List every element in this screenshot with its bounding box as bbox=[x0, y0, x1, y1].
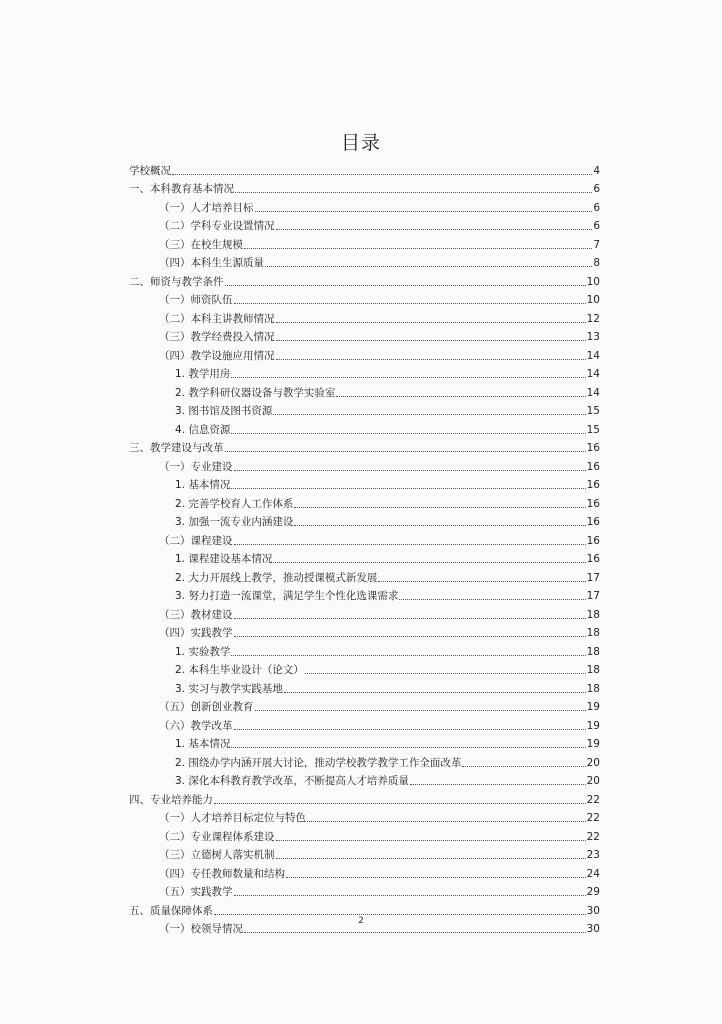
toc-entry[interactable] bbox=[129, 529, 600, 548]
toc-leader-dots bbox=[234, 895, 586, 896]
toc-entry-page: 16 bbox=[586, 553, 600, 565]
toc-leader-dots bbox=[276, 858, 586, 859]
toc-leader-dots bbox=[231, 655, 585, 656]
toc-leader-dots bbox=[286, 877, 586, 878]
toc-entry[interactable] bbox=[129, 733, 600, 752]
toc-leader-dots bbox=[234, 470, 586, 471]
toc-entry-page: 19 bbox=[586, 701, 600, 713]
toc-leader-dots bbox=[273, 414, 585, 415]
toc-entry-label: （三）在校生规模 bbox=[159, 238, 243, 251]
toc-entry[interactable] bbox=[129, 511, 600, 530]
toc-leader-dots bbox=[276, 359, 586, 360]
toc-entry[interactable] bbox=[129, 196, 600, 215]
toc-entry[interactable] bbox=[129, 437, 600, 456]
toc-entry-page: 18 bbox=[586, 608, 600, 621]
toc-entry-page: 23 bbox=[586, 849, 600, 861]
toc-entry-page: 8 bbox=[593, 257, 600, 269]
toc-entry[interactable] bbox=[129, 178, 600, 197]
toc-entry[interactable] bbox=[129, 770, 600, 789]
toc-entry-page: 14 bbox=[586, 386, 600, 399]
toc-entry-label: （二）本科主讲教师情况 bbox=[159, 312, 275, 325]
toc-entry-page: 22 bbox=[586, 793, 600, 806]
toc-leader-dots bbox=[255, 710, 586, 711]
toc-entry-page: 20 bbox=[586, 775, 600, 787]
toc-entry-page: 10 bbox=[586, 294, 600, 306]
toc-entry[interactable] bbox=[129, 881, 600, 900]
toc-leader-dots bbox=[225, 451, 586, 452]
toc-entry[interactable] bbox=[129, 788, 600, 807]
toc-entry-label: 二、师资与教学条件 bbox=[129, 275, 224, 288]
toc-entry-label: 三、教学建设与改革 bbox=[129, 442, 224, 454]
toc-leader-dots bbox=[172, 174, 592, 175]
toc-entry-label: （一）师资队伍 bbox=[159, 294, 233, 306]
toc-entry-page: 29 bbox=[586, 886, 600, 898]
toc-leader-dots bbox=[276, 340, 586, 341]
toc-entry-label: 2. 围绕办学内涵开展大讨论，推动学校教学教学工作全面改革 bbox=[175, 756, 462, 769]
toc-leader-dots bbox=[234, 303, 586, 304]
toc-entry-label: 1. 教学用房 bbox=[175, 368, 231, 380]
toc-entry-page: 6 bbox=[593, 220, 600, 232]
toc-entry[interactable] bbox=[129, 844, 600, 863]
toc-leader-dots bbox=[276, 322, 586, 323]
toc-entry-label: 学校概况 bbox=[129, 164, 171, 177]
toc-entry-page: 30 bbox=[586, 923, 600, 935]
toc-entry[interactable] bbox=[129, 400, 600, 419]
toc-leader-dots bbox=[234, 618, 586, 619]
toc-entry-label: （六）教学改革 bbox=[159, 719, 233, 732]
toc-entry[interactable] bbox=[129, 289, 600, 308]
toc-entry-label: 3. 加强一流专业内涵建设 bbox=[175, 516, 294, 528]
toc-entry-page: 18 bbox=[586, 627, 600, 639]
toc-leader-dots bbox=[305, 673, 586, 674]
toc-leader-dots bbox=[234, 544, 586, 545]
toc-entry-page: 13 bbox=[586, 331, 600, 343]
toc-entry-label: （一）校领导情况 bbox=[159, 923, 243, 935]
toc-entry-page: 14 bbox=[586, 349, 600, 362]
toc-entry[interactable] bbox=[129, 215, 600, 234]
toc-entry-page: 16 bbox=[586, 460, 600, 473]
toc-entry[interactable] bbox=[129, 640, 600, 659]
toc-entry[interactable] bbox=[129, 899, 600, 918]
toc-entry[interactable] bbox=[129, 807, 600, 826]
toc-entry-page: 10 bbox=[586, 275, 600, 288]
toc-leader-dots bbox=[410, 784, 586, 785]
toc-entry[interactable] bbox=[129, 455, 600, 474]
toc-entry-label: 一、本科教育基本情况 bbox=[129, 183, 234, 195]
toc-entry[interactable] bbox=[129, 659, 600, 678]
toc-entry-label: 五、质量保障体系 bbox=[129, 904, 213, 917]
toc-leader-dots bbox=[336, 396, 585, 397]
toc-leader-dots bbox=[231, 433, 585, 434]
toc-entry-label: （一）人才培养目标定位与特色 bbox=[159, 812, 306, 824]
toc-leader-dots bbox=[307, 821, 586, 822]
toc-entry[interactable] bbox=[129, 622, 600, 641]
toc-entry-page: 22 bbox=[586, 812, 600, 824]
toc-entry[interactable] bbox=[129, 307, 600, 326]
toc-entry-page: 16 bbox=[586, 516, 600, 528]
toc-leader-dots bbox=[294, 507, 585, 508]
toc-entry[interactable] bbox=[129, 418, 600, 437]
toc-leader-dots bbox=[231, 488, 585, 489]
toc-entry-label: 1. 课程建设基本情况 bbox=[175, 553, 273, 565]
toc-leader-dots bbox=[378, 581, 585, 582]
toc-entry-page: 4 bbox=[593, 164, 600, 177]
toc-entry-label: （四）专任教师数量和结构 bbox=[159, 867, 285, 880]
toc-entry-label: 3. 深化本科教育教学改革，不断提高人才培养质量 bbox=[175, 775, 409, 787]
page-number: 2 bbox=[358, 916, 364, 926]
toc-entry-label: 3. 实习与教学实践基地 bbox=[175, 682, 283, 695]
toc-entry[interactable] bbox=[129, 677, 600, 696]
toc-leader-dots bbox=[276, 229, 593, 230]
toc-entry[interactable] bbox=[129, 585, 600, 604]
toc-entry-page: 16 bbox=[586, 497, 600, 510]
table-of-contents bbox=[129, 159, 600, 936]
toc-entry-page: 16 bbox=[586, 479, 600, 491]
toc-leader-dots bbox=[294, 525, 585, 526]
toc-entry-label: 2. 本科生毕业设计（论文） bbox=[175, 664, 304, 676]
toc-entry-label: 四、专业培养能力 bbox=[129, 793, 213, 806]
toc-entry-label: （四）教学设施应用情况 bbox=[159, 349, 275, 362]
toc-leader-dots bbox=[234, 636, 586, 637]
toc-entry[interactable] bbox=[129, 825, 600, 844]
toc-entry-label: 3. 图书馆及图书资源 bbox=[175, 405, 273, 417]
toc-entry-page: 12 bbox=[586, 312, 600, 325]
toc-entry-label: （一）人才培养目标 bbox=[159, 201, 254, 214]
toc-entry-label: 1. 基本情况 bbox=[175, 479, 231, 491]
toc-entry-label: （二）学科专业设置情况 bbox=[159, 220, 275, 232]
toc-entry[interactable] bbox=[129, 344, 600, 363]
toc-entry[interactable] bbox=[129, 159, 600, 178]
toc-entry-page: 15 bbox=[586, 423, 600, 436]
toc-entry-page: 17 bbox=[586, 590, 600, 602]
toc-entry-label: （五）实践教学 bbox=[159, 886, 233, 898]
toc-leader-dots bbox=[231, 747, 585, 748]
toc-entry-label: （四）实践教学 bbox=[159, 627, 233, 639]
toc-entry[interactable] bbox=[129, 492, 600, 511]
toc-entry-page: 24 bbox=[586, 867, 600, 880]
toc-entry-label: 2. 完善学校育人工作体系 bbox=[175, 497, 294, 510]
toc-entry[interactable] bbox=[129, 252, 600, 271]
toc-entry[interactable] bbox=[129, 326, 600, 345]
toc-entry[interactable] bbox=[129, 381, 600, 400]
toc-entry[interactable] bbox=[129, 474, 600, 493]
toc-entry-page: 15 bbox=[586, 405, 600, 417]
page-title: 目录 bbox=[340, 132, 381, 154]
toc-entry[interactable] bbox=[129, 270, 600, 289]
toc-entry[interactable] bbox=[129, 696, 600, 715]
toc-entry[interactable] bbox=[129, 548, 600, 567]
toc-entry-page: 7 bbox=[593, 238, 600, 251]
toc-entry-page: 18 bbox=[586, 664, 600, 676]
toc-entry[interactable] bbox=[129, 566, 600, 585]
toc-leader-dots bbox=[214, 803, 586, 804]
toc-entry-page: 20 bbox=[586, 756, 600, 769]
toc-entry-page: 6 bbox=[593, 183, 600, 195]
toc-entry-label: （三）教学经费投入情况 bbox=[159, 331, 275, 343]
toc-entry-label: 4. 信息资源 bbox=[175, 423, 231, 436]
toc-leader-dots bbox=[273, 562, 585, 563]
toc-entry-page: 18 bbox=[586, 645, 600, 658]
toc-entry-label: （三）教材建设 bbox=[159, 608, 233, 621]
toc-entry-label: （五）创新创业教育 bbox=[159, 701, 254, 713]
toc-leader-dots bbox=[235, 192, 592, 193]
toc-entry-page: 14 bbox=[586, 368, 600, 380]
toc-entry-label: （一）专业建设 bbox=[159, 460, 233, 473]
toc-leader-dots bbox=[276, 840, 586, 841]
toc-leader-dots bbox=[244, 932, 586, 933]
toc-entry[interactable] bbox=[129, 751, 600, 770]
toc-leader-dots bbox=[255, 211, 593, 212]
toc-entry-page: 19 bbox=[586, 738, 600, 750]
toc-entry-label: （二）课程建设 bbox=[159, 534, 233, 547]
toc-leader-dots bbox=[244, 248, 592, 249]
toc-entry-page: 22 bbox=[586, 830, 600, 843]
toc-entry-page: 6 bbox=[593, 201, 600, 214]
toc-leader-dots bbox=[234, 729, 586, 730]
toc-entry-label: 3. 努力打造一流课堂，满足学生个性化选课需求 bbox=[175, 590, 399, 602]
toc-leader-dots bbox=[284, 692, 586, 693]
toc-entry-page: 30 bbox=[586, 904, 600, 917]
toc-entry-page: 17 bbox=[586, 571, 600, 584]
toc-entry-label: 2. 教学科研仪器设备与教学实验室 bbox=[175, 386, 336, 399]
toc-entry[interactable] bbox=[129, 363, 600, 382]
toc-entry-label: （二）专业课程体系建设 bbox=[159, 830, 275, 843]
toc-entry[interactable] bbox=[129, 714, 600, 733]
toc-entry[interactable] bbox=[129, 233, 600, 252]
toc-leader-dots bbox=[399, 599, 585, 600]
toc-entry-label: 1. 实验教学 bbox=[175, 645, 231, 658]
toc-leader-dots bbox=[265, 266, 592, 267]
toc-entry-page: 18 bbox=[586, 682, 600, 695]
toc-entry-page: 16 bbox=[586, 442, 600, 454]
toc-entry-label: 2. 大力开展线上教学，推动授课模式新发展 bbox=[175, 571, 378, 584]
toc-entry-page: 16 bbox=[586, 534, 600, 547]
toc-leader-dots bbox=[231, 377, 585, 378]
toc-leader-dots bbox=[462, 766, 585, 767]
toc-entry-label: 1. 基本情况 bbox=[175, 738, 231, 750]
toc-entry[interactable] bbox=[129, 862, 600, 881]
toc-entry[interactable] bbox=[129, 603, 600, 622]
toc-entry-label: （三）立德树人落实机制 bbox=[159, 849, 275, 861]
toc-entry-page: 19 bbox=[586, 719, 600, 732]
toc-leader-dots bbox=[214, 914, 586, 915]
toc-entry-label: （四）本科生生源质量 bbox=[159, 257, 264, 269]
toc-leader-dots bbox=[225, 285, 586, 286]
